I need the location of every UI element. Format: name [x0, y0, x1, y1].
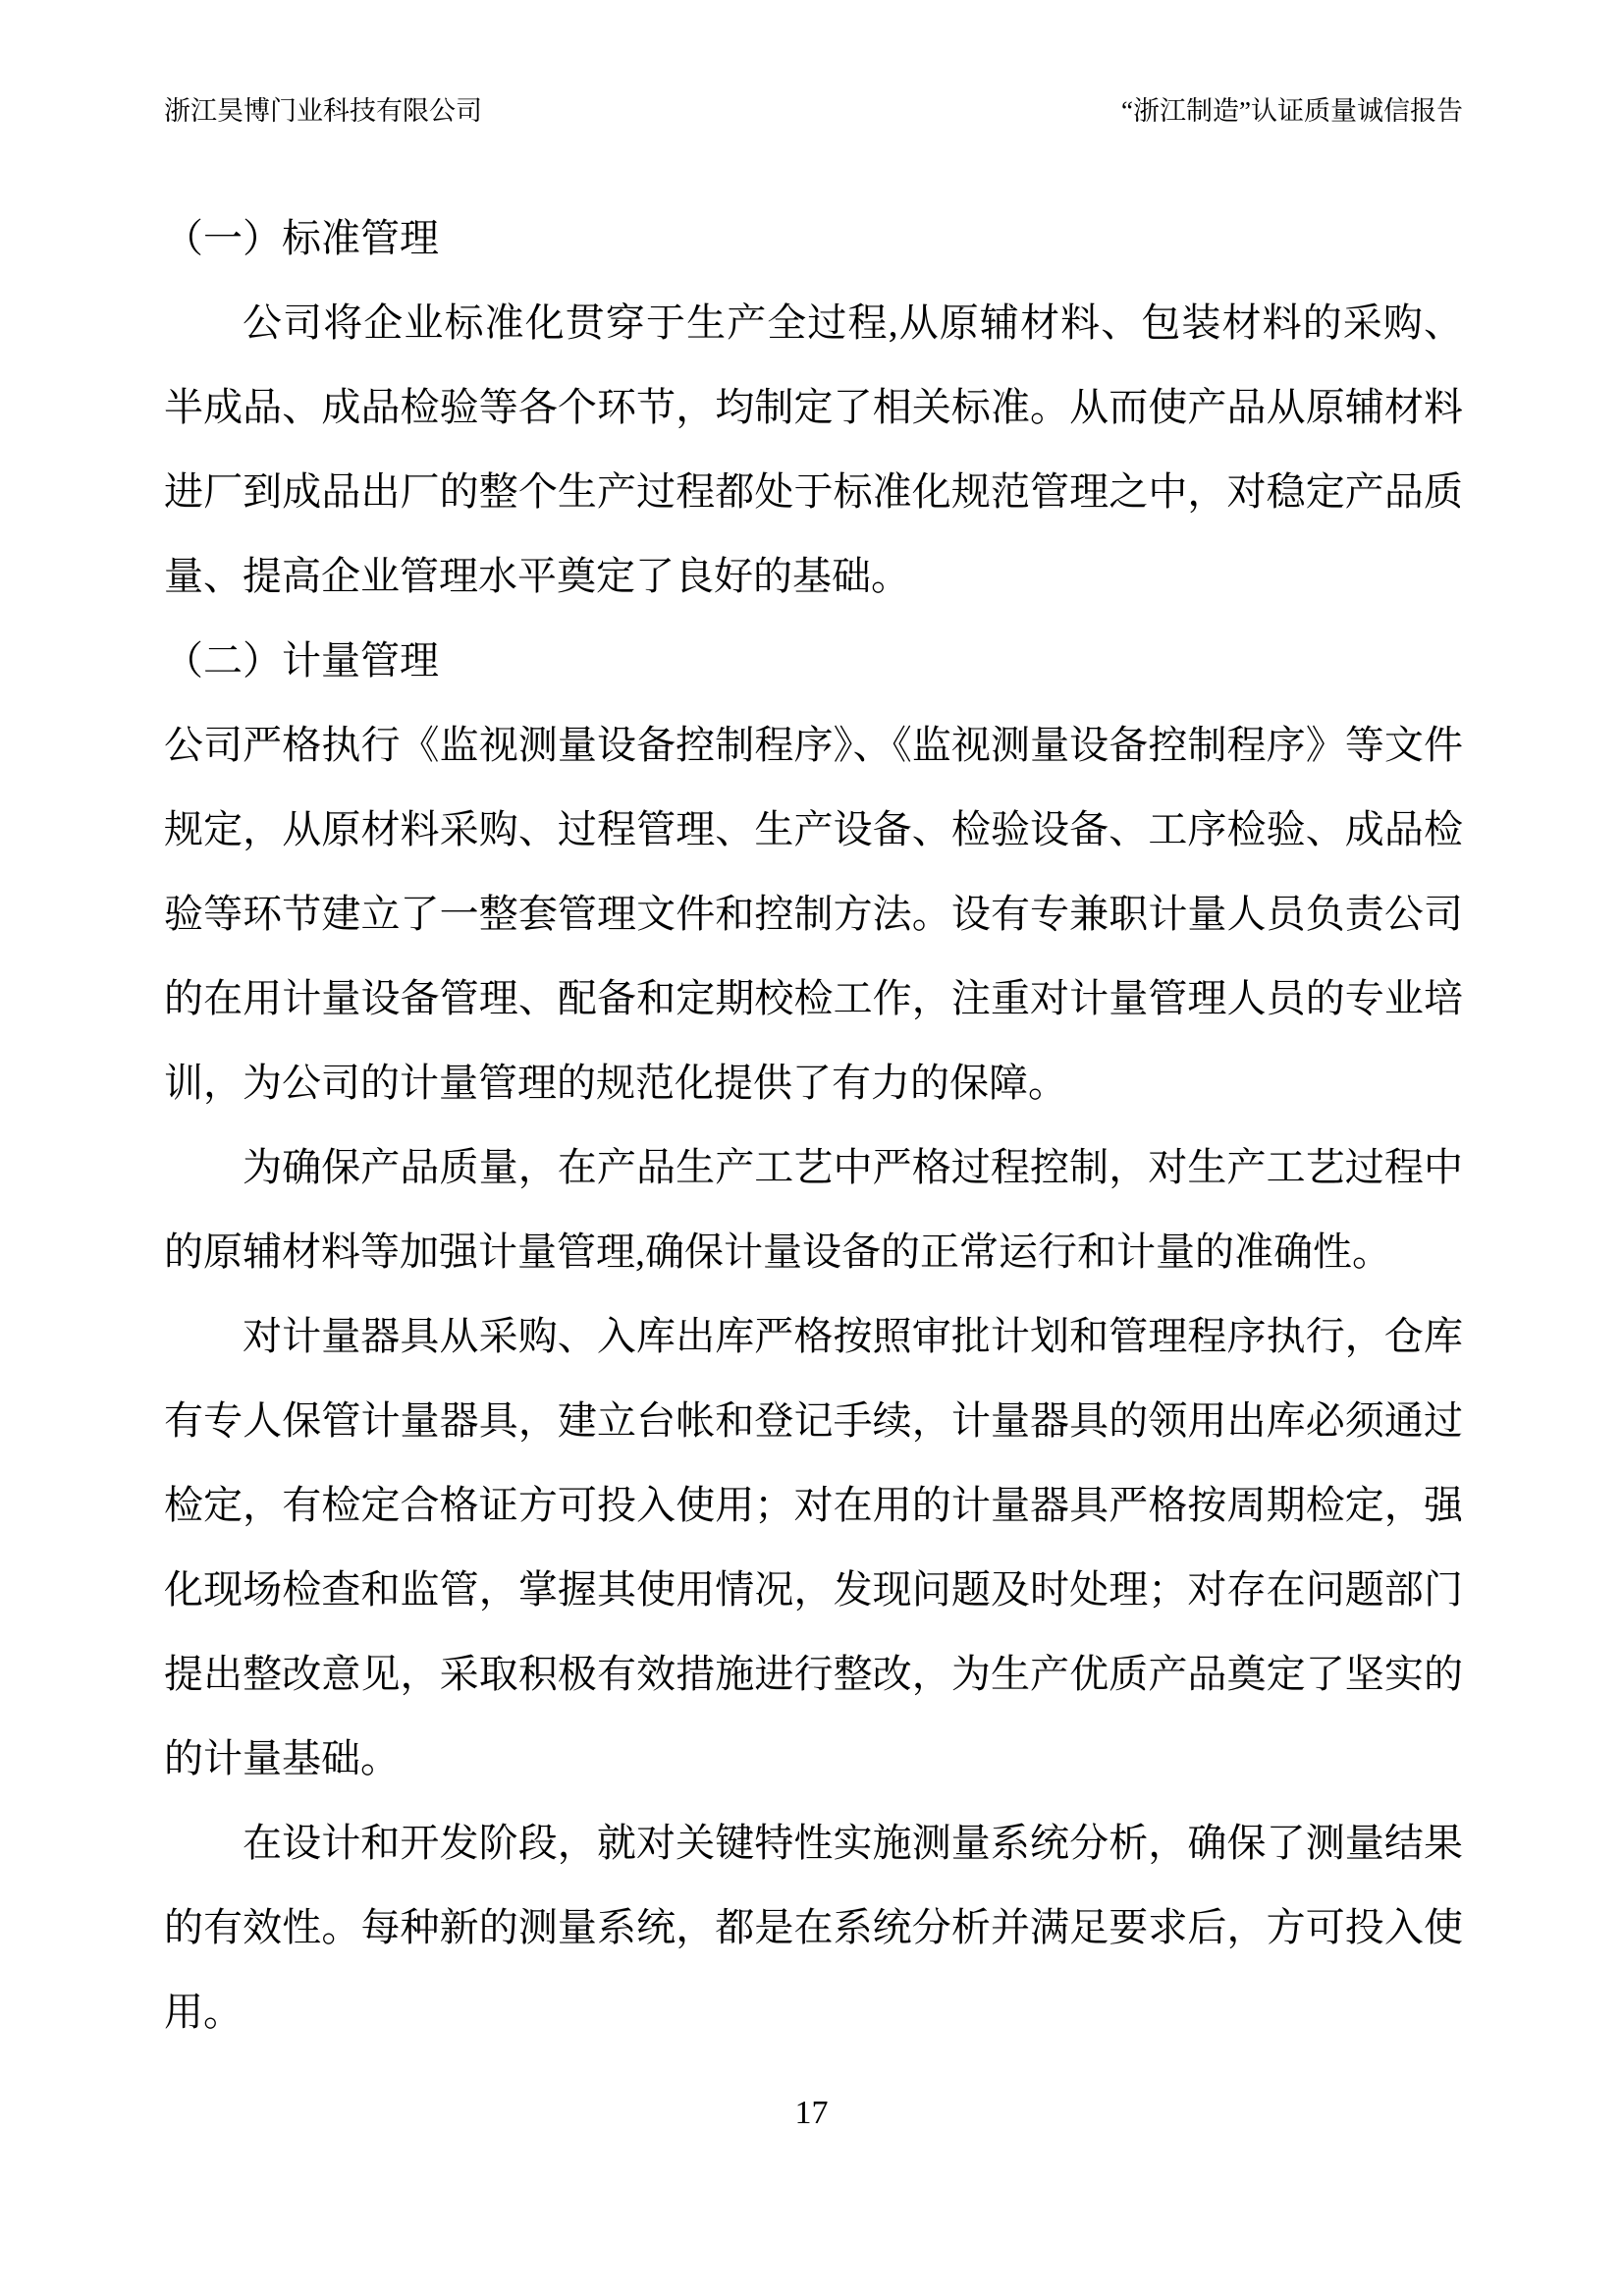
page-header [164, 94, 1463, 128]
page-footer [0, 2094, 1623, 2133]
header-report-title: “浙江制造”认证质量诚信报告 [1121, 96, 1463, 126]
page-number: 17 [794, 2095, 829, 2131]
header-company-name: 浙江昊博门业科技有限公司 [164, 96, 482, 126]
paragraph-design-development: 在设计和开发阶段，就对关键特性实施测量系统分析，确保了测量结果的有效性。每种新的测量系统，都是在系统分析并满足要求后，方可投入使用。 [164, 1821, 1463, 2034]
section-heading-measurement-management: （二）计量管理 [164, 638, 439, 683]
section-heading-standard-management: （一）标准管理 [164, 216, 439, 260]
paragraph-instrument-management: 对计量器具从采购、入库出库严格按照审批计划和管理程序执行，仓库有专人保管计量器具，建立台帐和登记手续，计量器具的领用出库必须通过检定，有检定合格证方可投入使用；对在用的计量器具严格按周期检定，强化现场检查和监管，掌握其使用情况，发现问题及时处理；对存在问题部门提出整改意见，采取积极有效措施进行整改，为生产优质产品奠定了坚实的的计量基础。 [164, 1314, 1463, 1780]
document-body [164, 196, 1463, 2054]
paragraph-process-control: 为确保产品质量，在产品生产工艺中严格过程控制，对生产工艺过程中的原辅材料等加强计量管理,确保计量设备的正常运行和计量的准确性。 [164, 1145, 1463, 1274]
paragraph-measurement-procedures: 公司严格执行《监视测量设备控制程序》、《监视测量设备控制程序》等文件规定，从原材料采购、过程管理、生产设备、检验设备、工序检验、成品检验等环节建立了一整套管理文件和控制方法。设有专兼职计量人员负责公司的在用计量设备管理、配备和定期校检工作，注重对计量管理人员的专业培训，为公司的计量管理的规范化提供了有力的保障。 [164, 723, 1463, 1105]
paragraph-standard-management: 公司将企业标准化贯穿于生产全过程,从原辅材料、包装材料的采购、半成品、成品检验等各个环节，均制定了相关标准。从而使产品从原辅材料进厂到成品出厂的整个生产过程都处于标准化规范管理之中，对稳定产品质量、提高企业管理水平奠定了良好的基础。 [164, 301, 1463, 598]
